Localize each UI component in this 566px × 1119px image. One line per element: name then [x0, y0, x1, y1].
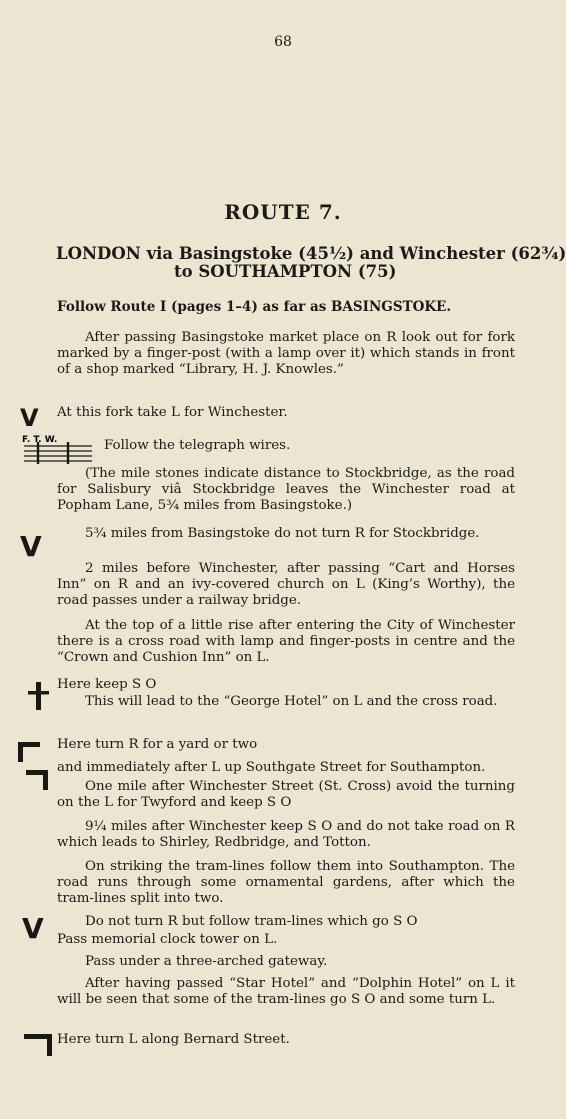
right-then-left-turn-icon — [18, 742, 52, 790]
bear-v-mark-1: V — [20, 404, 39, 432]
page-number: 68 — [274, 34, 292, 50]
turn-left-icon — [24, 1034, 54, 1058]
paragraph-12: One mile after Winchester Street (St. Cross) avoid the turning on the L for Twyford and keep S O — [57, 779, 515, 810]
follow-instruction: Follow Route I (pages 1–4) as far as BASINGSTOKE. — [57, 299, 452, 315]
route-subtitle-line2: to SOUTHAMPTON (75) — [174, 262, 397, 281]
paragraph-7: At the top of a little rise after entering the City of Winchester there is a cross road with lamp and finger-posts in centre and the “Crown and Cushion Inn” on L. — [57, 618, 515, 665]
ftw-label: F. T. W. — [22, 435, 58, 445]
paragraph-18: After having passed “Star Hotel” and “Dolphin Hotel” on L it will be seen that some of the tram-lines go S O and some turn L. — [57, 976, 515, 1007]
telegraph-wires-icon — [20, 432, 96, 464]
bear-v-mark-3: V — [22, 912, 44, 945]
paragraph-14: On striking the tram-lines follow them into Southampton. The road runs through some ornamental gardens, after which the tram-lines split into two. — [57, 859, 515, 906]
paragraph-16: Pass memorial clock tower on L. — [57, 932, 278, 947]
paragraph-9: This will lead to the “George Hotel” on L and the cross road. — [85, 694, 498, 709]
paragraph-6: 2 miles before Winchester, after passing “Cart and Horses Inn” on R and an ivy-covered church on L (King’s Worthy), the road passes under a railway bridge. — [57, 561, 515, 608]
paragraph-8: Here keep S O — [57, 677, 157, 692]
paragraph-2: At this fork take L for Winchester. — [57, 405, 288, 420]
paragraph-4: (The mile stones indicate distance to Stockbridge, as the road for Salisbury viâ Stockbridge leaves the Winchester road at Popham Lane, 5¾ miles from Basingstoke.) — [57, 466, 515, 513]
paragraph-15: Do not turn R but follow tram-lines which go S O — [85, 914, 418, 929]
paragraph-1: After passing Basingstoke market place on R look out for fork marked by a finger-post (with a lamp over it) which stands in front of a shop marked “Library, H. J. Knowles.” — [57, 330, 515, 377]
paragraph-5: 5¾ miles from Basingstoke do not turn R for Stockbridge. — [85, 526, 480, 541]
route-title: ROUTE 7. — [224, 200, 342, 224]
route-subtitle-line1: LONDON via Basingstoke (45½) and Winchester (62¾) — [56, 244, 566, 263]
paragraph-13: 9¼ miles after Winchester keep S O and do not take road on R which leads to Shirley, Redbridge, and Totton. — [57, 819, 515, 850]
paragraph-10: Here turn R for a yard or two — [57, 737, 258, 752]
paragraph-19: Here turn L along Bernard Street. — [57, 1032, 290, 1047]
bear-v-mark-2: V — [20, 530, 42, 563]
straight-on-crossroad-icon — [24, 682, 54, 710]
paragraph-11: and immediately after L up Southgate Street for Southampton. — [57, 760, 486, 775]
paragraph-3: Follow the telegraph wires. — [104, 438, 291, 453]
paragraph-17: Pass under a three-arched gateway. — [85, 954, 328, 969]
